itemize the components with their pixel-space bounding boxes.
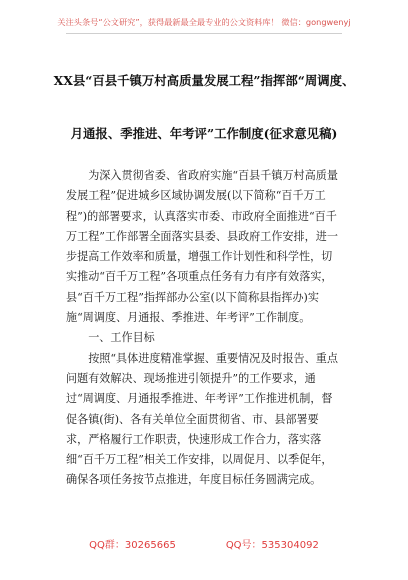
body-paragraph-intro: 为深入贯彻省委、省政府实施“百县千镇万村高质量发展工程”促进城乡区域协调发展(以下简称“百千万工程”)的部署要求，认真落实市委、市政府全面推进“百千万工程”工作部署全面落实县委、县政府工作安排，进一步提高工作效率和质量，增强工作计划性和科学性，切实推动“百千万工程”各项重点任务有力有序有效落实，县“百千万工程”指挥部办公室(以下简称县指挥办)实施“周调度、月通报、季推进、年考评”工作制度。	[66, 169, 338, 325]
footer-contact	[0, 536, 408, 551]
header-divider	[66, 33, 342, 34]
document-title-line-1: XX县“百县千镇万村高质量发展工程”指挥部“周调度、	[53, 73, 355, 88]
document-body	[66, 166, 340, 491]
section-heading-work-goals: 一、工作目标	[88, 331, 155, 345]
qq-number-text: QQ号：535304092	[225, 540, 319, 551]
document-title-line-2: 月通报、季推进、年考评”工作制度(征求意见稿)	[70, 126, 338, 141]
body-paragraph-goals: 按照“具体进度精准掌握、重要情况及时报告、重点问题有效解决、现场推进引领提升”的工作要求，通过“周调度、月通报季推进、年考评”工作推进机制，督促各镇(街)、各有关单位全面贯彻省、市、县部署要求，严格履行工作职责，快速形成工作合力，落实落细“百千万工程”相关工作安排，以周促月、以季促年，确保各项任务按节点推进，年度目标任务圆满完成。	[66, 351, 338, 487]
qq-group-text: QQ群：30265665	[89, 540, 176, 551]
header-banner: 关注头条号“公文研究”，获得最新最全最专业的公文资料库！ 微信：gongwenyj	[57, 17, 351, 27]
